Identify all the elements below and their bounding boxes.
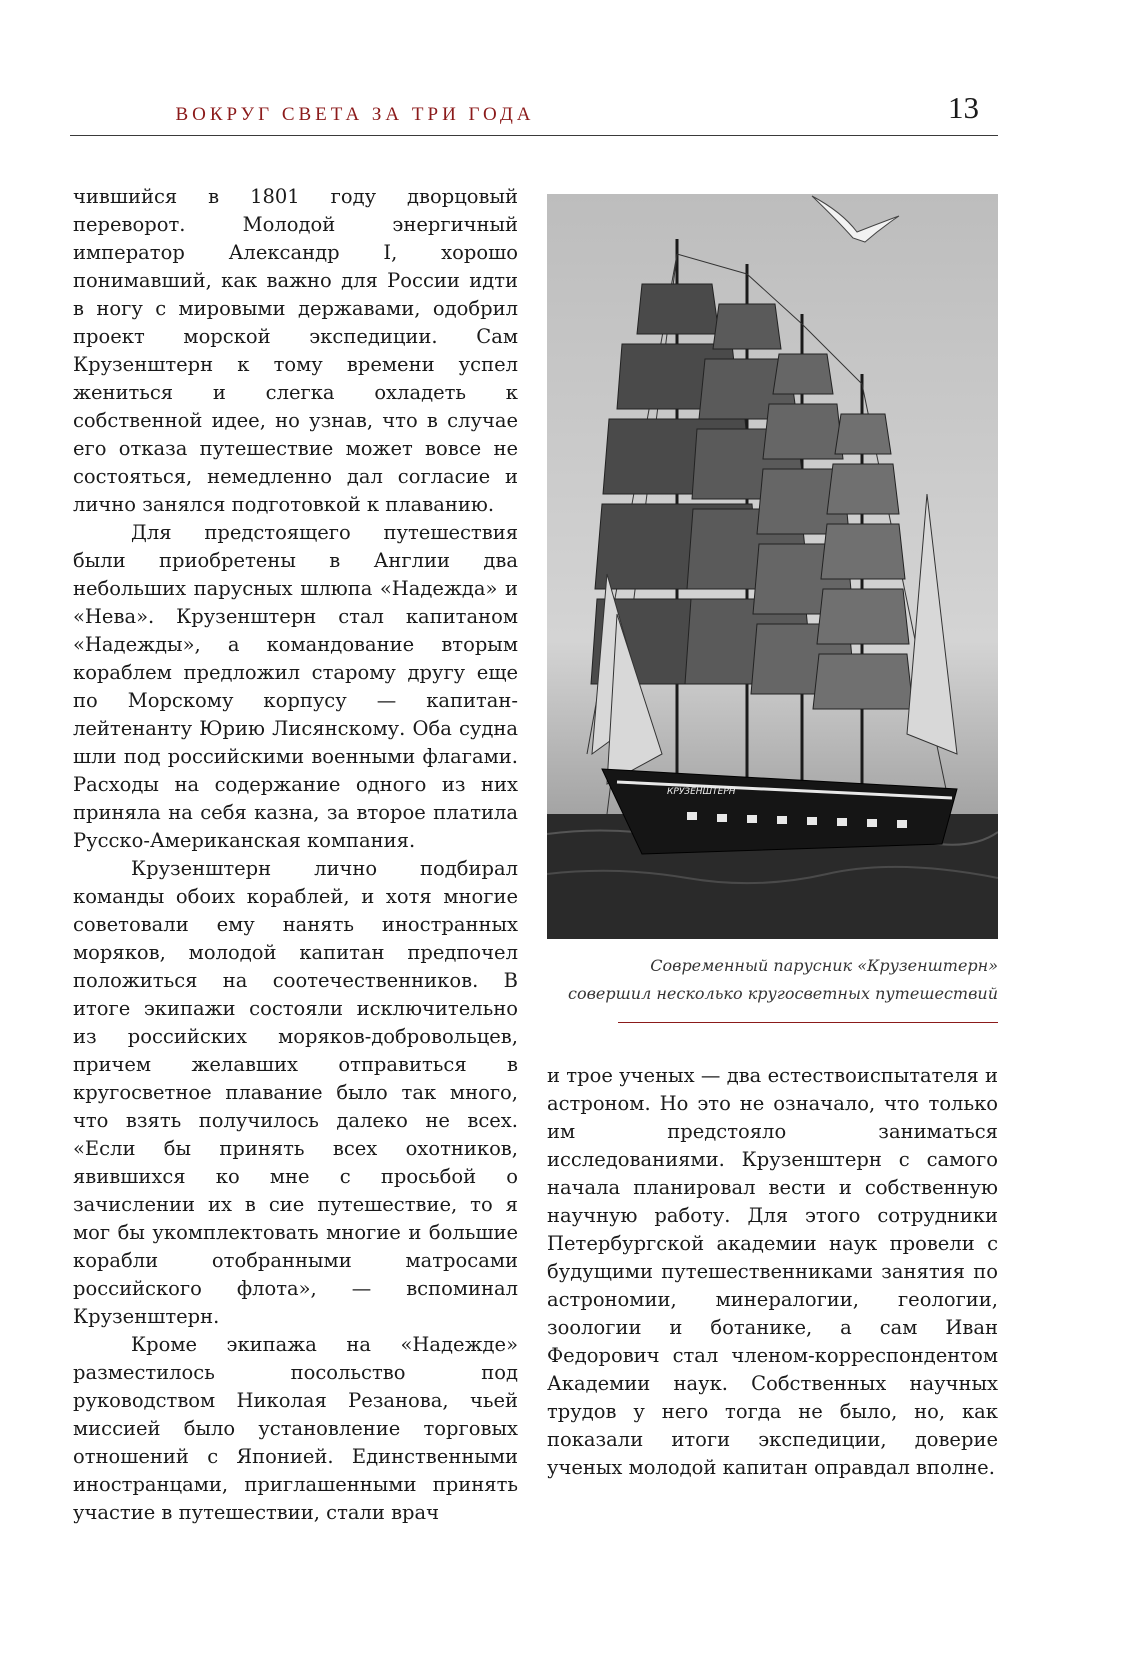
header-rule: [70, 135, 998, 136]
seagull-shape: [812, 196, 899, 242]
caption-rule: [618, 1022, 998, 1023]
hull-ship-name: КРУЗЕНШТЕРН: [667, 787, 736, 797]
sailing-ship-photo: [547, 194, 998, 939]
ship-illustration: [547, 194, 998, 939]
paragraph: Кроме экипажа на «Надежде» разместилось посольство под руководством Николая Резанова, чьей миссией было установление торговых отношений с Японией. Единственными иностранцами, приглашенными принять участие в путешествии, стали врач: [73, 1333, 518, 1524]
paragraph: Для предстоящего путешествия были приобретены в Англии два небольших парусных шлюпа «Надежда» и «Нева». Крузенштерн стал капитаном «Надежды», а командование вторым кораблем предложил старому другу еще по Морскому корпусу — капитан-лейтенанту Юрию Лисянскому. Оба судна шли под российскими военными флагами. Расходы на содержание одного из них приняла на себя казна, за второе платила Русско-Американская компания.: [73, 521, 518, 852]
paragraph: чившийся в 1801 году дворцовый переворот. Молодой энергичный император Александр I, хорошо понимавший, как важно для России идти в ногу с мировыми державами, одобрил проект морской экспедиции. Сам Крузенштерн к тому времени успел жениться и слегка охладеть к собственной идее, но узнав, что в случае его отказа путешествие может вовсе не состояться, немедленно дал согласие и лично занялся подготовкой к плаванию.: [73, 185, 518, 516]
running-title: ВОКРУГ СВЕТА ЗА ТРИ ГОДА: [175, 104, 535, 125]
photo-caption: [560, 952, 998, 1008]
paragraph: и трое ученых — два естествоиспытателя и астроном. Но это не означало, что только им предстояло заниматься исследованиями. Крузенштерн с самого начала планировал вести и собственную научную работу. Для этого сотрудники Петербургской академии наук провели с будущими путешественниками занятия по астрономии, минералогии, геологии, зоологии и ботанике, а сам Иван Федорович стал членом-корреспондентом Академии наук. Собственных научных трудов у него тогда не было, но, как показали итоги экспедиции, доверие ученых молодой капитан оправдал вполне.: [547, 1064, 998, 1479]
paragraph: Крузенштерн лично подбирал команды обоих кораблей, и хотя многие советовали ему нанять иностранных моряков, молодой капитан предпочел положиться на соотечественников. В итоге экипажи состояли исключительно из российских моряков-добровольцев, причем желавших отправиться в кругосветное плавание было так много, что взять получилось далеко не всех. «Если бы принять всех охотников, явившихся ко мне с просьбой о зачислении их в сие путешествие, то я мог бы укомплектовать многие и большие корабли отобранными матросами российского флота», — вспоминал Крузенштерн.: [73, 857, 518, 1328]
right-text-column: [547, 1062, 998, 1482]
caption-line: Современный парусник «Крузенштерн»: [650, 956, 998, 975]
left-text-column: [73, 183, 518, 1527]
page-number: 13: [948, 90, 979, 125]
caption-line: совершил несколько кругосветных путешествий: [568, 984, 998, 1003]
ship-hull: [602, 769, 957, 854]
